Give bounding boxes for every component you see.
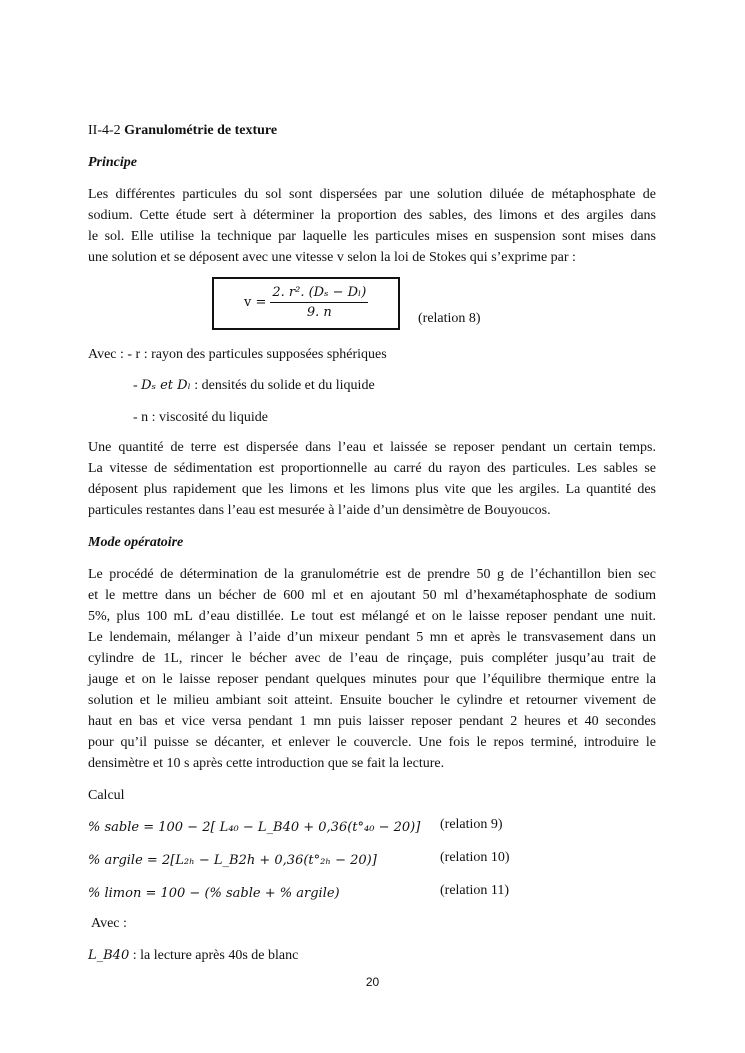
density-symbols: Dₛ et Dₗ (141, 378, 191, 393)
lb40-definition (88, 945, 656, 966)
avec-line-3: - n : viscosité du liquide (133, 410, 268, 425)
para2-line-2: La vitesse de sédimentation est proportionnelle au carré du rayon des particules. Les sables se (88, 461, 656, 476)
avec-line-2 (133, 375, 701, 396)
principe-line-4: une solution et se déposent avec une vitesse v selon la loi de Stokes qui s’exprime par : (88, 250, 576, 265)
mode-line-10: densimètre et 10 s après cette introduction que se fait la lecture. (88, 756, 445, 771)
equation-limon: % limon = 100 − (% sable + % argile) (88, 886, 340, 901)
avec-line-1: Avec : - r : rayon des particules supposées sphériques (88, 347, 387, 362)
principe-line-1: Les différentes particules du sol sont dispersées par une solution diluée de métaphosphate de (88, 187, 656, 202)
mode-line-2: et le mettre dans un bécher de 600 ml et en ajoutant 50 ml d’hexamétaphosphate de sodium (88, 588, 656, 603)
relation-9: (relation 9) (440, 817, 503, 832)
calcul-heading: Calcul (88, 788, 125, 803)
formula-lhs: v = (244, 295, 267, 310)
page-number: 20 (365, 975, 380, 989)
section-number: II-4-2 (88, 123, 121, 138)
equation-argile: % argile = 2[L₂ₕ − L_B2h + 0,36(t°₂ₕ − 20)] (88, 853, 377, 868)
principe-heading: Principe (88, 155, 137, 170)
section-title: Granulométrie de texture (124, 123, 278, 138)
mode-line-1: Le procédé de détermination de la granulométrie est de prendre 50 g de l’échantillon bien sec (88, 567, 656, 582)
stokes-formula-box (212, 277, 400, 330)
mode-line-3: 5%, plus 100 mL d’eau distillée. Le tout est mélangé et on le laisse reposer pendant une nuit. (88, 609, 656, 624)
avec-line-2-text: : densités du solide et du liquide (190, 378, 375, 393)
section-heading (88, 120, 656, 141)
relation-8: (relation 8) (418, 311, 481, 326)
mode-line-9: pour qu’il puisse se décanter, et enlever le couvercle. Une fois le repos terminé, introduire le (88, 735, 656, 750)
mode-heading: Mode opératoire (88, 535, 184, 550)
formula-numerator: 2. r². (Dₛ − Dₗ) (270, 285, 368, 303)
principe-line-2: sodium. Cette étude sert à déterminer la proportion des sables, des limons et des argiles dans (88, 208, 656, 223)
relation-10: (relation 10) (440, 850, 510, 865)
mode-line-4: Le lendemain, mélanger à l’aide d’un mixeur pendant 5 mn et après le transvasement dans un (88, 630, 656, 645)
mode-line-7: solution et le milieu ambiant soit atteint. Ensuite boucher le cylindre et retourner vivement de (88, 693, 656, 708)
lb40-text: : la lecture après 40s de blanc (129, 948, 299, 963)
mode-line-5: cylindre de 1L, rincer le bécher avec de l’eau de rinçage, puis compléter jusqu’au trait de (88, 651, 656, 666)
formula-fraction (270, 285, 368, 320)
para2-line-4: particules restantes dans l’eau est mesurée à l’aide d’un densimètre de Bouyoucos. (88, 503, 551, 518)
stokes-formula (244, 285, 368, 320)
formula-denominator: 9. n (306, 305, 332, 320)
principe-line-3: le sol. Elle utilise la technique par laquelle les particules mises en suspension sont mises dans (88, 229, 656, 244)
calcul-avec: Avec : (91, 916, 127, 931)
avec-line-2-prefix: - (133, 378, 142, 393)
lb40-symbol: L_B40 (88, 948, 130, 963)
mode-line-6: jauge et on le laisse reposer pendant quelques minutes pour que l’équilibre thermique entre la (88, 672, 656, 687)
para2-line-3: déposent plus rapidement que les limons et les limons plus vite que les argiles. La quantité des (88, 482, 656, 497)
mode-line-8: haut en bas et vice versa pendant 1 mn puis laisser reposer pendant 2 heures et 40 secondes (88, 714, 656, 729)
equation-sable: % sable = 100 − 2[ L₄₀ − L_B40 + 0,36(t°₄₀ − 20)] (88, 820, 421, 835)
relation-11: (relation 11) (440, 883, 510, 898)
para2-line-1: Une quantité de terre est dispersée dans l’eau et laissée se reposer pendant un certain temps. (88, 440, 656, 455)
